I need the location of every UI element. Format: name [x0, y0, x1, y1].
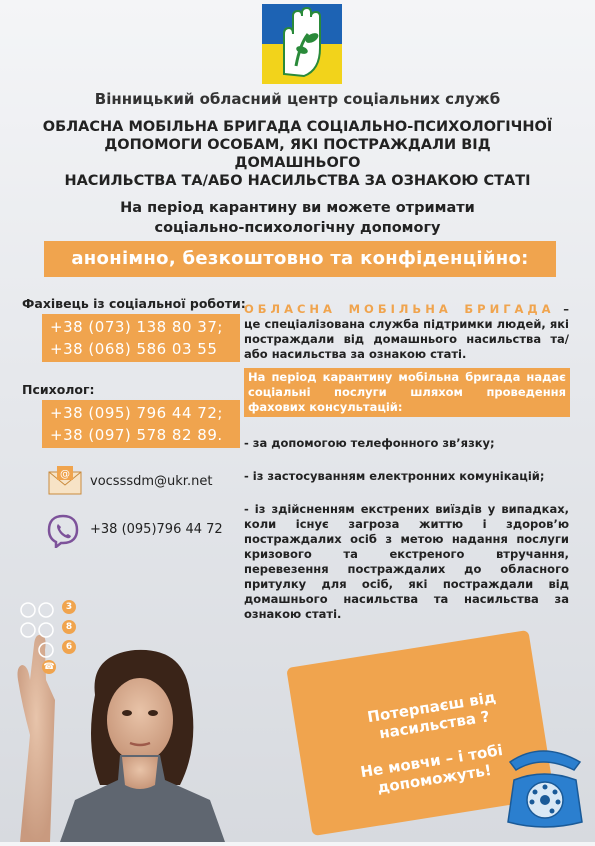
social-worker-label: Фахівець із соціальної роботи:	[22, 296, 246, 311]
banner-anonymous-free: анонімно, безкоштовно та конфіденційно:	[44, 241, 556, 277]
service-item-electronic: - із застосуванням електронних комунікацій;	[244, 469, 545, 483]
social-worker-phones	[42, 314, 240, 362]
organization-logo	[262, 4, 342, 84]
svg-text:@: @	[60, 469, 70, 480]
phone-number[interactable]: +38 (095) 796 44 72;	[50, 404, 223, 422]
brigade-description-text: – це спеціалізована служба підтримки людей, які постраждали від домашнього насильства та/або насильства за ознакою статі.	[244, 302, 569, 361]
headline	[40, 118, 555, 190]
headline-line: ОБЛАСНА МОБІЛЬНА БРИГАДА СОЦІАЛЬНО-ПСИХОЛОГІЧНОЇ	[42, 119, 553, 135]
viber-number[interactable]: +38 (095)796 44 72	[90, 522, 223, 537]
keypad-digit: 6	[62, 640, 76, 654]
headline-line: НАСИЛЬСТВА ТА/АБО НАСИЛЬСТВА ЗА ОЗНАКОЮ СТАТІ	[64, 173, 531, 189]
email-address[interactable]: vocsssdm@ukr.net	[90, 474, 213, 489]
slogan-line-2: Не мовчи – і тобі допоможуть!	[359, 740, 504, 797]
quarantine-services-block: На період карантину мобільна бригада надає соціальні послуги шляхом проведення фахових консультацій:	[244, 368, 570, 417]
brigade-title-highlight: ОБЛАСНА МОБІЛЬНА БРИГАДА	[244, 302, 555, 316]
organization-name: Вінницький обласний центр соціальних служб	[94, 90, 501, 108]
service-item-phone: - за допомогою телефонного зв’язку;	[244, 436, 495, 450]
keypad-phone-icon: ☎	[43, 662, 55, 672]
headline-line: ДОПОМОГИ ОСОБАМ, ЯКІ ПОСТРАЖДАЛИ ВІД ДОМАШНЬОГО	[104, 137, 491, 171]
psychologist-label: Психолог:	[22, 382, 95, 397]
email-icon	[48, 466, 82, 496]
slogan-line-1: Потерпаєш від насильства ?	[366, 688, 498, 743]
phone-number[interactable]: +38 (073) 138 80 37;	[50, 318, 223, 336]
quarantine-line: соціально-психологічну допомогу	[154, 220, 441, 236]
quarantine-line: На період карантину ви можете отримати	[120, 200, 475, 216]
psychologist-phones	[42, 400, 240, 448]
keypad-outline	[18, 598, 58, 668]
phone-number[interactable]: +38 (068) 586 03 55	[50, 340, 218, 358]
phone-number[interactable]: +38 (097) 578 82 89.	[50, 426, 223, 444]
brigade-description	[244, 302, 569, 362]
rotary-phone-icon	[502, 740, 587, 832]
keypad-digit: 8	[62, 620, 76, 634]
quarantine-notice	[40, 198, 555, 238]
service-item-emergency: - із здійсненням екстрених виїздів у випадках, коли існує загроза життю і здоров’ю постраждалих осіб з метою надання послуги кризового та екстреного втручання, перевезення постраждалих до обласного притулку для осіб, які постраждали від домашнього насильства та насильства за ознакою статі.	[244, 502, 569, 621]
keypad-digit: 3	[62, 600, 76, 614]
viber-icon	[46, 514, 80, 548]
